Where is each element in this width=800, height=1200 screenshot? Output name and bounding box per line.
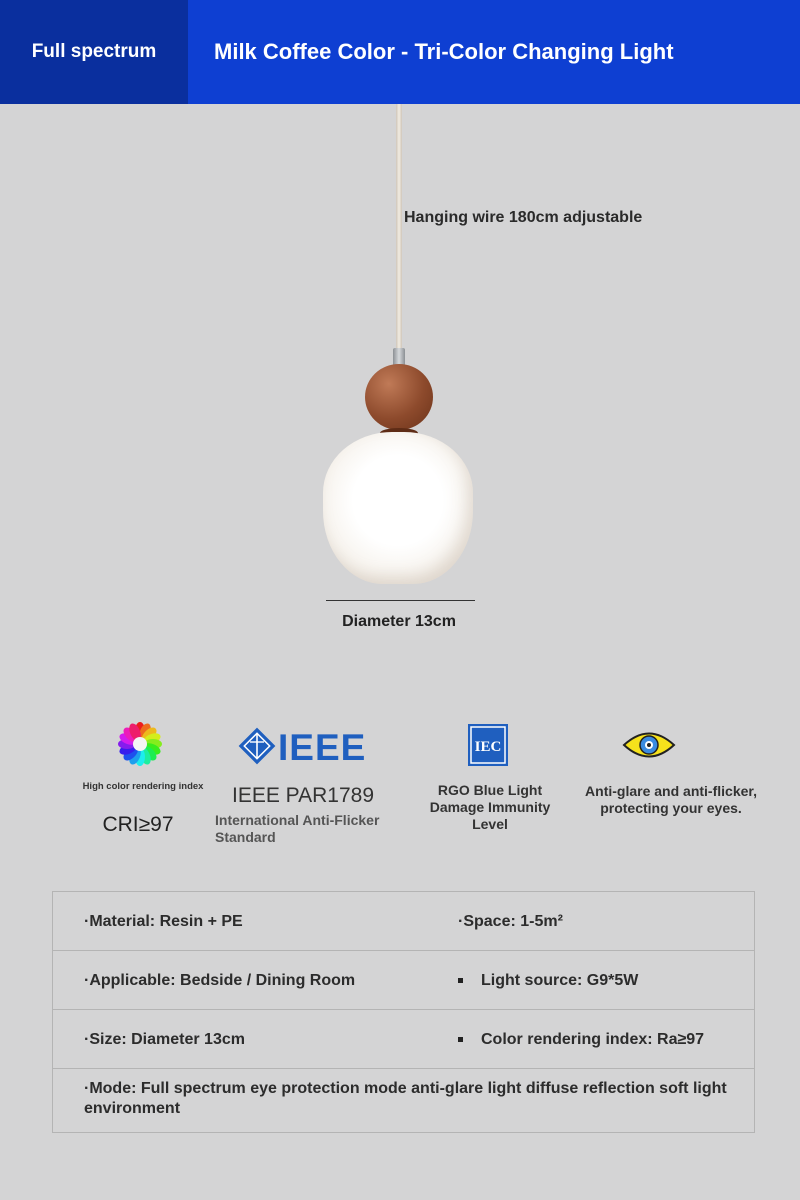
spec-row — [53, 1010, 754, 1069]
iec-logo — [468, 724, 508, 766]
cri-value: CRI≥97 — [102, 813, 174, 836]
spec-mode: ·Mode: Full spectrum eye protection mode anti-glare light diffuse reflection soft light environment — [84, 1080, 727, 1117]
spec-table — [52, 891, 755, 1133]
eye-protection-description: Anti-glare and anti-flicker, protecting your eyes. — [585, 783, 757, 816]
wire-label: Hanging wire 180cm adjustable — [404, 209, 643, 226]
ieee-logo — [237, 724, 372, 768]
rgo-description: RGO Blue Light Damage Immunity Level — [429, 782, 551, 832]
cri-caption: High color rendering index — [82, 781, 204, 792]
color-wheel-icon — [118, 722, 162, 766]
spec-material: ·Material: Resin + PE — [84, 912, 243, 930]
bullet-square-icon — [458, 1037, 463, 1042]
diameter-label: Diameter 13cm — [342, 613, 456, 630]
spec-space: ·Space: 1-5m² — [458, 912, 563, 930]
spec-row — [53, 892, 754, 951]
header-title: Milk Coffee Color - Tri-Color Changing Light — [214, 39, 674, 64]
ieee-logo-text: IEEE — [278, 727, 367, 768]
spec-color-rendering: Color rendering index: Ra≥97 — [481, 1030, 705, 1048]
spec-cri-cell — [458, 1010, 704, 1069]
spec-applicable: ·Applicable: Bedside / Dining Room — [84, 971, 356, 989]
iec-logo-text: IEC — [474, 739, 502, 755]
header-bar — [0, 0, 800, 104]
ieee-description: International Anti-Flicker Standard — [215, 812, 380, 845]
spec-size: ·Size: Diameter 13cm — [84, 1030, 245, 1048]
header-tag: Full spectrum — [0, 0, 188, 104]
hanging-wire — [396, 104, 402, 354]
diameter-line — [326, 600, 475, 601]
lamp-ball — [365, 364, 433, 430]
lamp-shade — [323, 432, 473, 584]
bullet-square-icon — [458, 978, 463, 983]
ieee-standard-code: IEEE PAR1789 — [231, 784, 375, 807]
spec-row — [53, 1069, 754, 1132]
spec-light-source-cell — [458, 951, 638, 1010]
spec-light-source: Light source: G9*5W — [481, 971, 639, 989]
spec-row — [53, 951, 754, 1010]
eye-icon — [622, 726, 676, 764]
